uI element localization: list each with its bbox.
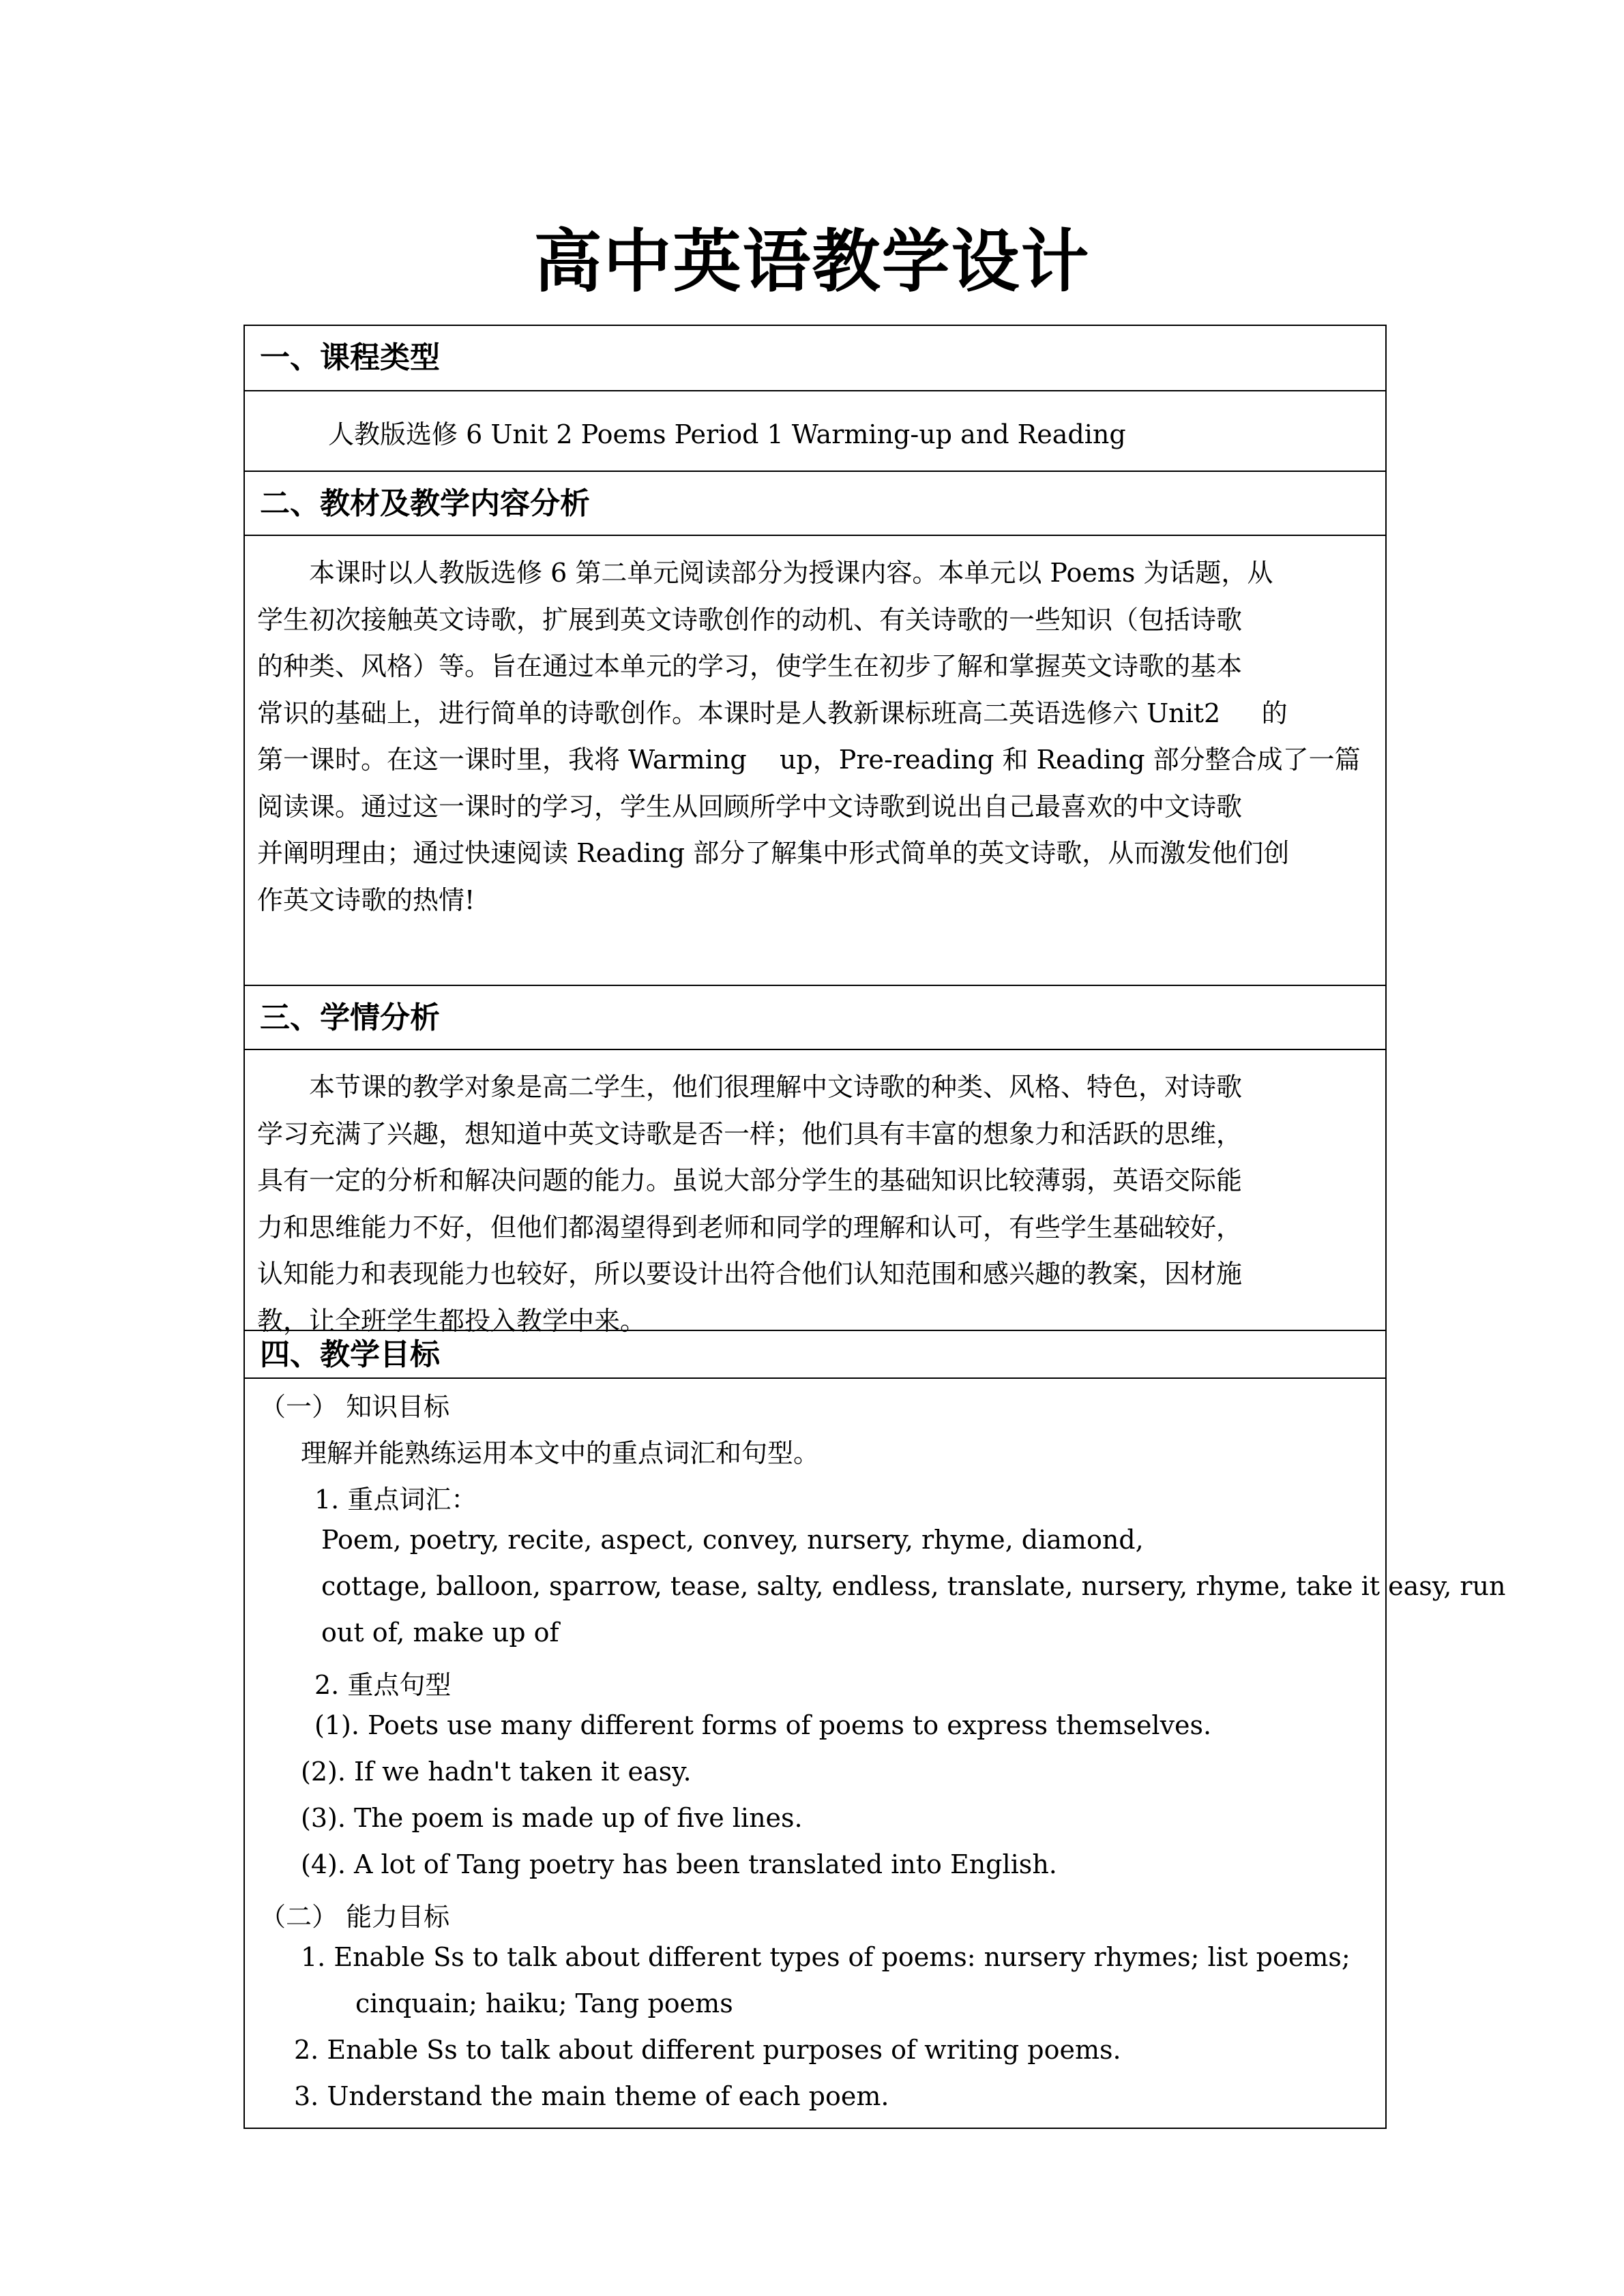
section-heading-material-analysis: 二、教材及教学内容分析 [245,471,1385,535]
ability-item: 2. Enable Ss to talk about different purposes of writing poems. [294,2035,1121,2065]
material-analysis-line: 学生初次接触英文诗歌，扩展到英文诗歌创作的动机、有关诗歌的一些知识（包括诗歌 [257,604,1243,635]
section-heading-learner-analysis: 三、学情分析 [245,985,1385,1049]
knowledge-intro: 理解并能熟练运用本文中的重点词汇和句型。 [301,1438,820,1468]
learner-analysis-line: 力和思维能力不好，但他们都渴望得到老师和同学的理解和认可，有些学生基础较好， [257,1212,1243,1242]
vocab-line: cottage, balloon, sparrow, tease, salty, endless, translate, nursery, rhyme, take it easy, run [321,1571,1506,1601]
pattern-item: (4). A lot of Tang poetry has been translated into English. [301,1849,1057,1879]
learner-analysis-line: 具有一定的分析和解决问题的能力。虽说大部分学生的基础知识比较薄弱，英语交际能 [257,1165,1243,1195]
vocab-line: Poem, poetry, recite, aspect, convey, nursery, rhyme, diamond, [321,1525,1144,1555]
section-heading-course-type: 一、课程类型 [260,340,440,375]
learner-analysis-line: 学习充满了兴趣，想知道中英文诗歌是否一样；他们具有丰富的想象力和活跃的思维， [257,1118,1243,1149]
material-analysis-line: 阅读课。通过这一课时的学习，学生从回顾所学中文诗歌到说出自己最喜欢的中文诗歌 [257,791,1243,822]
ability-objectives-label: （二） 能力目标 [260,1902,450,1932]
knowledge-objectives-label: （一） 知识目标 [260,1392,450,1422]
material-analysis-line: 常识的基础上，进行简单的诗歌创作。本课时是人教新课标班高二英语选修六 Unit2 的 [257,698,1288,728]
vocab-line: out of, make up of [321,1617,559,1648]
learner-analysis-cell [245,1049,1385,1336]
material-analysis-line: 第一课时。在这一课时里，我将 Warming up，Pre-reading 和 Reading 部分整合成了一篇 [257,745,1361,775]
ability-item: cinquain; haiku; Tang poems [355,1988,733,2018]
section-heading-teaching-objectives: 四、教学目标 [245,1330,1385,1377]
page-title: 高中英语教学设计 [533,221,1091,301]
material-analysis-line: 并阐明理由；通过快速阅读 Reading 部分了解集中形式简单的英文诗歌，从而激发他们创 [257,838,1290,868]
pattern-item: (1). Poets use many different forms of poems to express themselves. [314,1710,1212,1740]
course-type-cell [245,390,1385,471]
lesson-plan-table [243,325,1506,2129]
pattern-item: (2). If we hadn't taken it easy. [301,1757,692,1787]
ability-item: 3. Understand the main theme of each poem. [294,2081,889,2111]
pattern-item: (3). The poem is made up of five lines. [301,1803,803,1833]
material-analysis-line: 的种类、风格）等。旨在通过本单元的学习，使学生在初步了解和掌握英文诗歌的基本 [257,651,1243,681]
vocab-label: 1. 重点词汇： [314,1485,477,1515]
teaching-objectives-cell [245,1377,1506,2128]
material-analysis-line: 本课时以人教版选修 6 第二单元阅读部分为授课内容。本单元以 Poems 为话题，从 [309,558,1273,588]
material-analysis-cell [245,535,1385,985]
ability-item: 1. Enable Ss to talk about different types of poems: nursery rhymes; list poems; [301,1942,1350,1972]
patterns-label: 2. 重点句型 [314,1670,452,1700]
course-type-text: 人教版选修 6 Unit 2 Poems Period 1 Warming-up and Reading [328,419,1126,449]
learner-analysis-line: 认知能力和表现能力也较好，所以要设计出符合他们认知范围和感兴趣的教案，因材施 [257,1259,1243,1289]
learner-analysis-line: 本节课的教学对象是高二学生，他们很理解中文诗歌的种类、风格、特色，对诗歌 [309,1072,1243,1102]
material-analysis-line: 作英文诗歌的热情! [257,884,475,915]
learner-analysis-line: 教，让全班学生都投入教学中来。 [257,1305,647,1336]
